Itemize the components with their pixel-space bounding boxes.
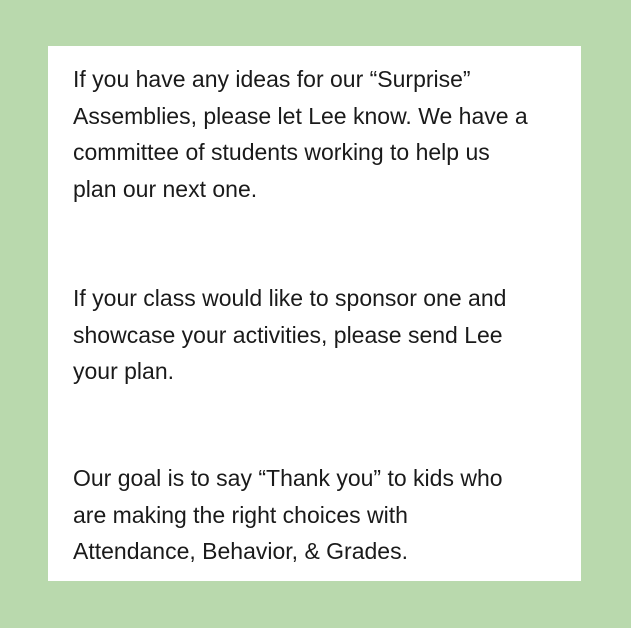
sponsor-paragraph: If your class would like to sponsor one and showcase your activities, please send Lee your plan. (73, 285, 507, 384)
goal-paragraph: Our goal is to say “Thank you” to kids who are making the right choices with Attendance, Behavior, & Grades. (73, 465, 503, 564)
surprise-assemblies-paragraph: If you have any ideas for our “Surprise” Assemblies, please let Lee know. We have a committee of students working to help us plan our next one. (73, 66, 528, 202)
notice-card (48, 46, 581, 581)
